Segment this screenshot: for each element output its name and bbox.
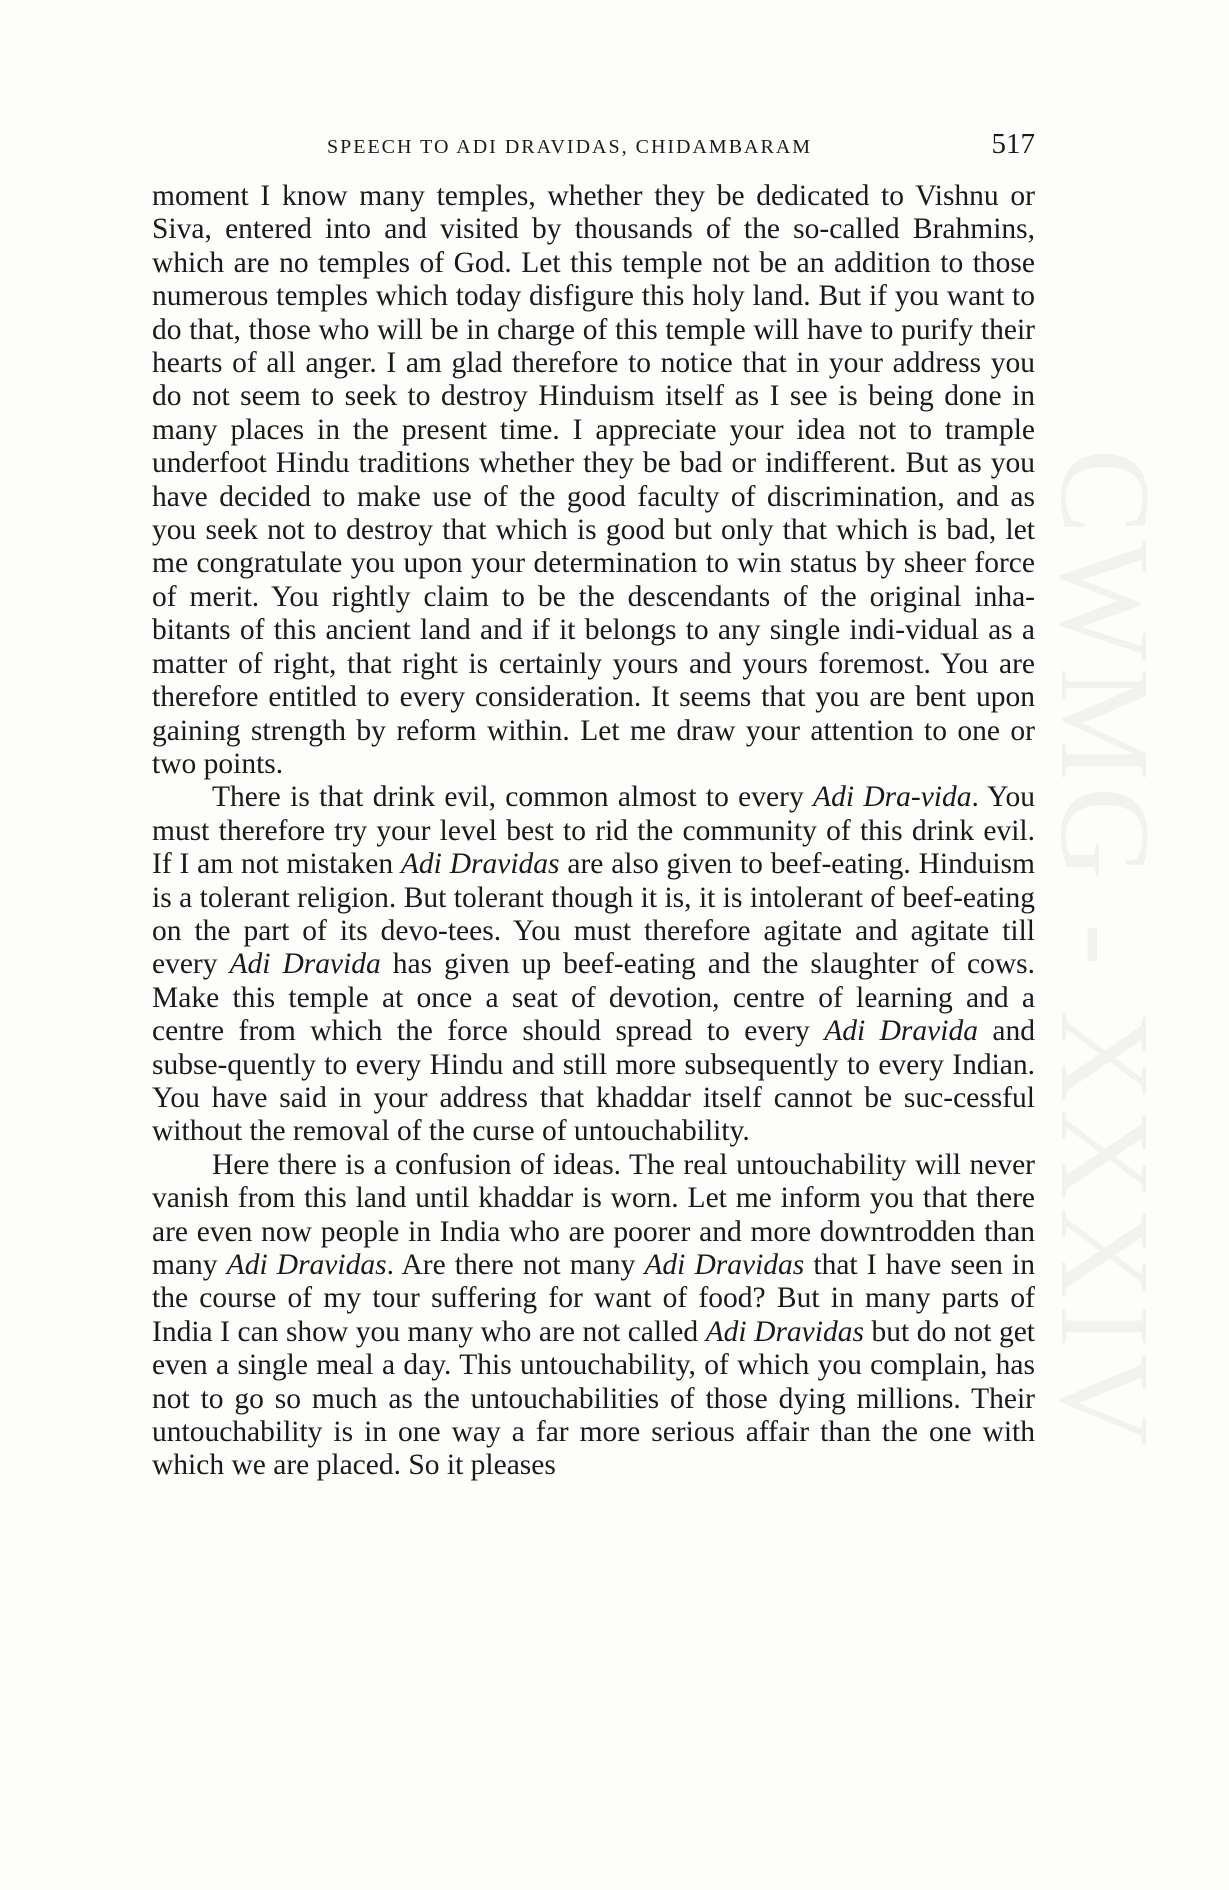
paragraph-3 xyxy=(152,1149,1035,1483)
text-run: but do not get even a single meal a day. This untouchability, of which you complain, has not to go so much as the untouchabilities of those dying millions. Their untouchability is in one way a far more serious affair than the one with which we are placed. So it pleases xyxy=(152,1315,1035,1482)
italic-term: Adi Dravidas xyxy=(226,1249,387,1281)
text-run: . Are there not many xyxy=(386,1249,645,1281)
paragraph-2 xyxy=(152,781,1035,1148)
text-run: . You must therefore try your level best to rid the community of this drink evil. If I am not mistaken xyxy=(152,781,1035,881)
italic-term: Adi Dra-​vida xyxy=(813,781,972,814)
running-title: SPEECH TO ADI DRAVIDAS, CHIDAMBARAM xyxy=(327,136,813,158)
watermark-text xyxy=(1032,448,1179,1451)
text-run: that I have seen in the course of my tour suffering for want of food? But in many parts of India I can show you many who are not called xyxy=(152,1249,1035,1348)
body-text xyxy=(152,180,1035,1483)
italic-term: Adi Dravidas xyxy=(644,1249,805,1281)
watermark xyxy=(1040,395,1170,1505)
text-run: moment I know many temples, whether they be dedicated to Vishnu or Siva, entered into and visited by thousands of the so-called Brahmins, which are no temples of God. Let this temple not be an addition to those numerous temples which today disfigure this holy land. But if you want to do that, those who will be in charge of this temple will have to purify their hearts of all anger. I am glad therefore to notice that in your address you do not seem to seek to destroy Hinduism itself as I see is being done in many places in the present time. I appreciate your idea not to trample underfoot Hindu traditions whether they be bad or indifferent. But as you have decided to make use of the good faculty of discrimination, and as you seek not to destroy that which is good but only that which is bad, let me congratulate you upon your determination to win status by sheer force of merit. You rightly claim to be the descendants of the original inha-​bitants of this ancient land and if it belongs to any single indi-​vidual as a matter of right, that right is certainly yours and yours foremost. You are therefore entitled to every consideration. It seems that you are bent upon gaining strength by reform within. Let me draw your attention to one or two points. xyxy=(152,180,1035,780)
page-number: 517 xyxy=(991,128,1035,160)
text-run: has given up beef-eating and the slaughter of cows. Make this temple at once a seat of devotion, centre of learning and a centre from which the force should spread to every xyxy=(152,948,1035,1048)
text-run: are also given to beef-eating. Hinduism is a tolerant religion. But tolerant though it is, it is intolerant of beef-eating on the part of its devo-​tees. You must therefore agitate and agitate till every xyxy=(152,848,1035,981)
text-run: Here there is a confusion of ideas. The real untouchability will never vanish from this land until khaddar is worn. Let me inform you that there are even now people in India who are poorer and more downtrodden than many xyxy=(152,1148,1035,1281)
text-run: There is that drink evil, common almost to every xyxy=(212,781,814,814)
italic-term: Adi Dravida xyxy=(824,1015,978,1048)
running-head xyxy=(152,128,1035,168)
italic-term: Adi Dravida xyxy=(229,948,381,981)
italic-term: Adi Dravidas xyxy=(400,848,560,881)
italic-term: Adi Dravidas xyxy=(705,1315,864,1348)
paragraph-1 xyxy=(152,180,1035,781)
text-run: and subse-​quently to every Hindu and still more subsequently to every Indian. You have said in your address that khaddar itself cannot be suc-​cessful without the removal of the curse of untouchability. xyxy=(152,1015,1035,1148)
